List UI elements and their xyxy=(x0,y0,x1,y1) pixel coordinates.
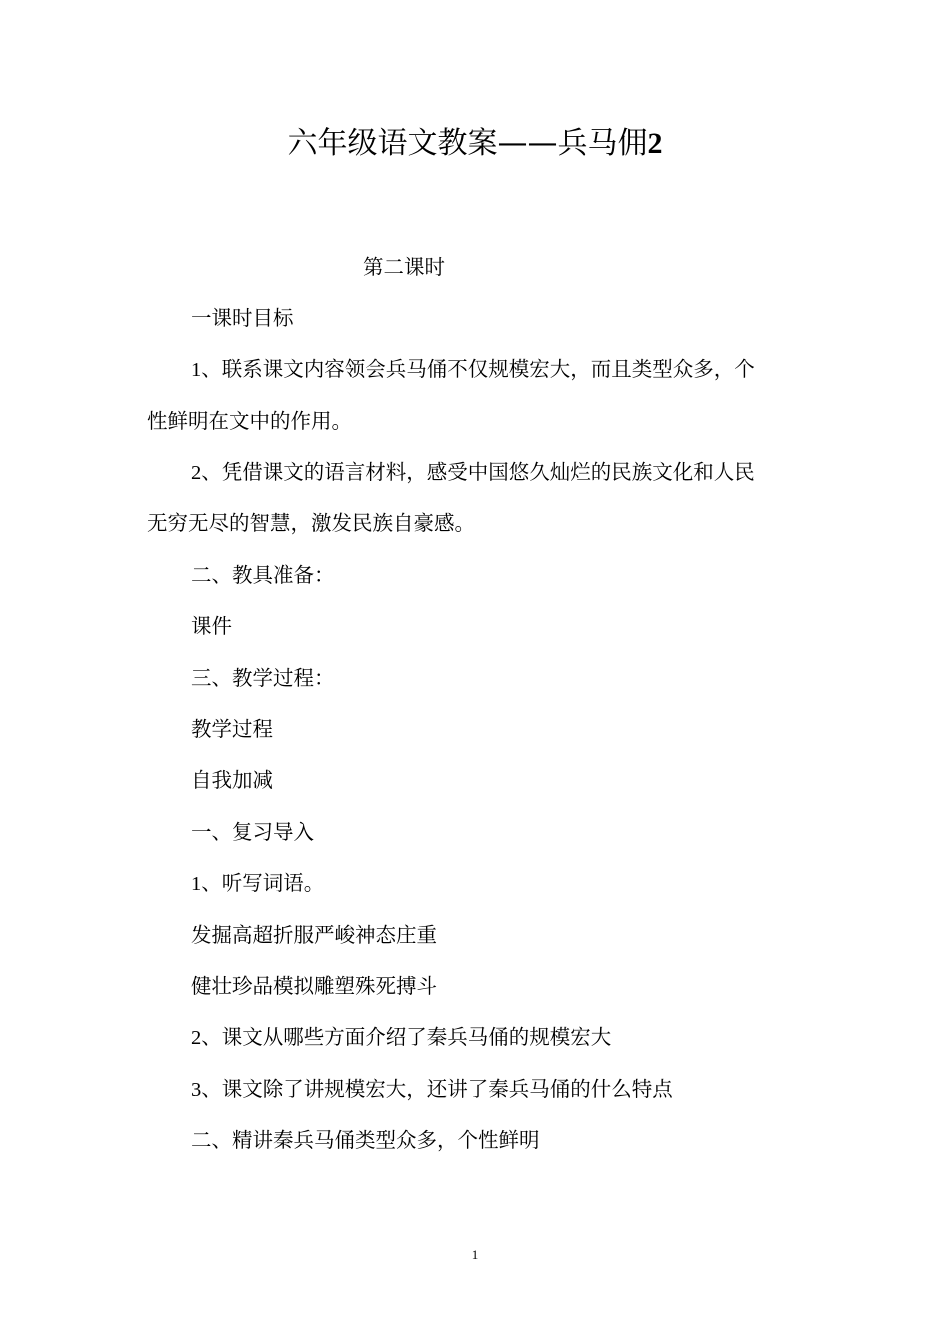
list-number: 2 xyxy=(191,462,202,484)
paragraph-review-heading: 一、复习导入 xyxy=(191,820,314,844)
paragraph-text: 、课文从哪些方面介绍了秦兵马俑的规模宏大 xyxy=(201,1025,612,1049)
paragraph-text: 、联系课文内容领会兵马俑不仅规模宏大，而且类型众多，个 xyxy=(201,357,755,381)
paragraph-objective-2-cont: 无穷无尽的智慧，激发民族自豪感。 xyxy=(147,511,475,535)
paragraph-dictation xyxy=(191,868,324,899)
paragraph-objective-1-cont: 性鲜明在文中的作用。 xyxy=(147,409,352,433)
title-number: 2 xyxy=(647,127,663,160)
page-number: 1 xyxy=(471,1247,479,1262)
title-text: 六年级语文教案——兵马佣 xyxy=(287,126,648,161)
paragraph-process-heading: 三、教学过程： xyxy=(191,666,335,690)
paragraph-tools-heading: 二、教具准备： xyxy=(191,563,335,587)
paragraph-process: 教学过程 xyxy=(191,717,273,741)
paragraph-text: 、课文除了讲规模宏大，还讲了秦兵马俑的什么特点 xyxy=(201,1077,673,1101)
paragraph-text: 、听写词语。 xyxy=(201,871,325,895)
paragraph-objective-2 xyxy=(191,457,755,488)
lesson-subtitle: 第二课时 xyxy=(363,255,445,279)
paragraph-objectives-heading: 一课时目标 xyxy=(191,306,294,330)
list-number: 2 xyxy=(191,1027,202,1049)
list-number: 1 xyxy=(191,873,202,895)
paragraph-words-2: 健壮珍品模拟雕塑殊死搏斗 xyxy=(191,974,437,998)
paragraph-self-adjust: 自我加减 xyxy=(191,768,273,792)
paragraph-question-3 xyxy=(191,1074,673,1105)
list-number: 1 xyxy=(191,359,202,381)
paragraph-words-1: 发掘高超折服严峻神态庄重 xyxy=(191,923,437,947)
paragraph-question-2 xyxy=(191,1022,611,1053)
paragraph-section-two-heading: 二、精讲秦兵马俑类型众多，个性鲜明 xyxy=(191,1128,540,1152)
paragraph-tools: 课件 xyxy=(191,614,232,638)
list-number: 3 xyxy=(191,1079,202,1101)
paragraph-text: 、凭借课文的语言材料，感受中国悠久灿烂的民族文化和人民 xyxy=(201,460,755,484)
paragraph-objective-1 xyxy=(191,354,755,385)
document-title xyxy=(0,118,950,170)
